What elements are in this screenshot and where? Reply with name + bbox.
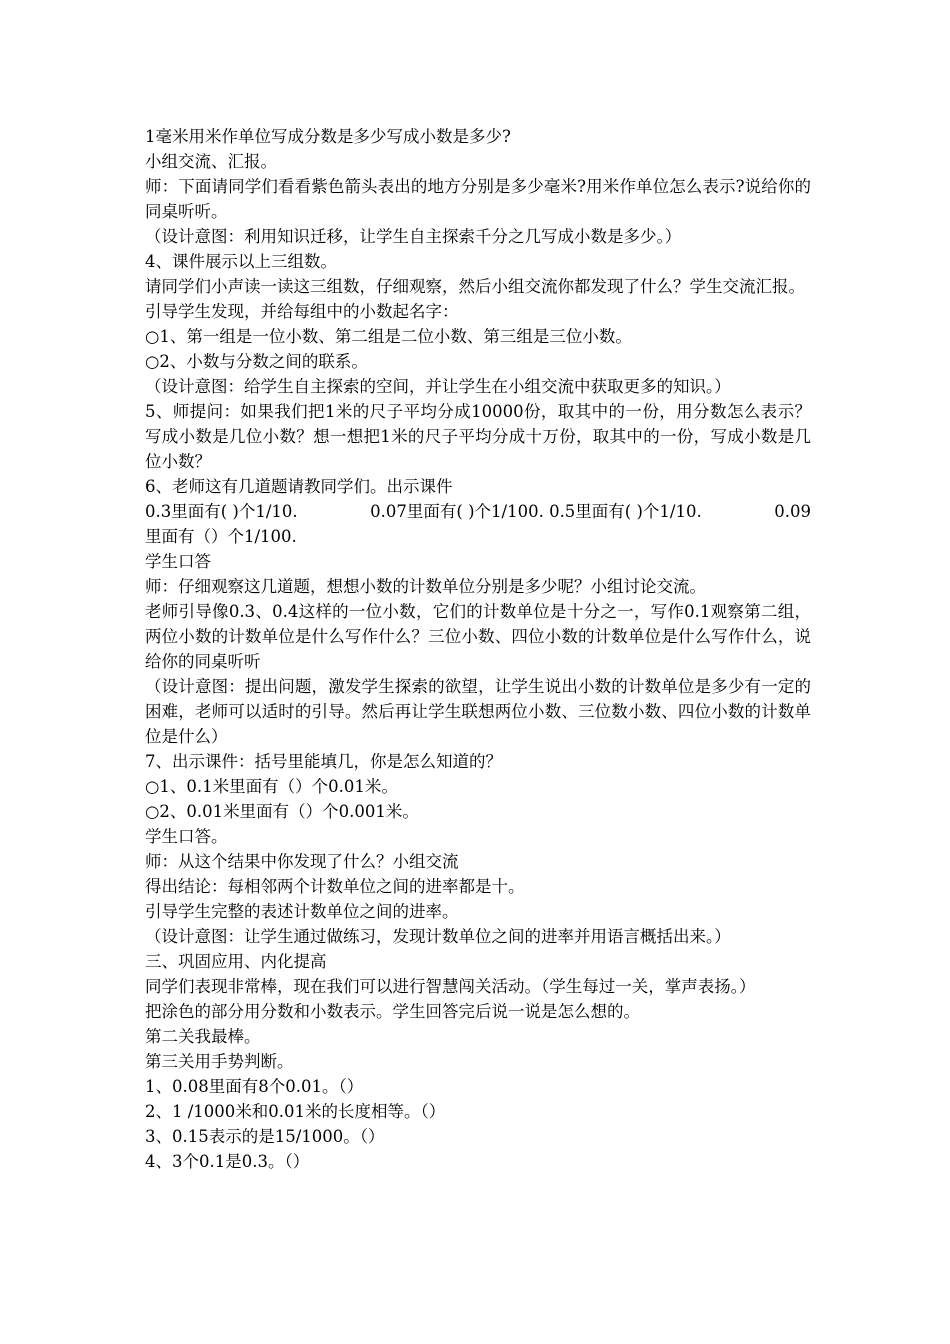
- paragraph-shaded-part: 把涂色的部分用分数和小数表示。学生回答完后说一说是怎么想的。: [145, 1002, 640, 1021]
- exercise-item-d: 里面有（）个1/100.: [145, 527, 297, 546]
- paragraph-student-answer: 学生口答: [145, 552, 211, 571]
- paragraph-teacher-purple-arrow: 师：下面请同学们看看紫色箭头表出的地方分别是多少毫米?用米作单位怎么表示?说给你的同桌听听。: [145, 177, 811, 221]
- paragraph-group-report: 小组交流、汇报。: [145, 152, 277, 171]
- paragraph-design-intent-3: （设计意图：提出问题，激发学生探索的欲望，让学生说出小数的计数单位是多少有一定的困难，老师可以适时的引导。然后再让学生联想两位小数、三位数小数、四位小数的计数单位是什么）: [145, 677, 811, 746]
- judge-item-3: 3、0.15表示的是15/1000。（）: [145, 1127, 385, 1146]
- judge-item-4: 4、3个0.1是0.3。（）: [145, 1152, 310, 1171]
- paragraph-design-intent-2: （设计意图：给学生自主探索的空间，并让学生在小组交流中获取更多的知识。）: [145, 377, 731, 396]
- paragraph-design-intent-1: （设计意图：利用知识迁移，让学生自主探索千分之几写成小数是多少。）: [145, 227, 682, 246]
- paragraph-step-5: 5、师提问：如果我们把1米的尺子平均分成10000份，取其中的一份，用分数怎么表示？写成小数是几位小数？想一想把1米的尺子平均分成十万份，取其中的一份，写成小数是几位小数？: [145, 402, 811, 471]
- paragraph-teacher-guide: 老师引导像0.3、0.4这样的一位小数，它们的计数单位是十分之一，写作0.1观察第二组，两位小数的计数单位是什么写作什么？三位小数、四位小数的计数单位是什么写作什么，说给你的同桌听听: [145, 602, 811, 671]
- paragraph-q2: ○2、0.01米里面有（）个0.001米。: [145, 802, 419, 821]
- paragraph-design-intent-4: （设计意图：让学生通过做练习，发现计数单位之间的进率并用语言概括出来。）: [145, 927, 731, 946]
- paragraph-student-answer-2: 学生口答。: [145, 827, 228, 846]
- exercise-item-a: 0.3里面有( )个1/10.: [145, 502, 298, 521]
- paragraph-q1: ○1、0.1米里面有（）个0.01米。: [145, 777, 398, 796]
- paragraph-teacher-observe: 师：仔细观察这几道题，想想小数的计数单位分别是多少呢？小组讨论交流。: [145, 577, 706, 596]
- paragraph-level-2: 第二关我最棒。: [145, 1027, 261, 1046]
- paragraph-step-7: 7、出示课件：括号里能填几，你是怎么知道的？: [145, 752, 502, 771]
- exercise-item-c: 0.09: [774, 502, 811, 521]
- paragraph-point-1: ○1、第一组是一位小数、第二组是二位小数、第三组是三位小数。: [145, 327, 632, 346]
- paragraph-point-2: ○2、小数与分数之间的联系。: [145, 352, 368, 371]
- exercise-item-b: 0.07里面有( )个1/100. 0.5里面有( )个1/10.: [370, 502, 702, 521]
- paragraph-step-6: 6、老师这有几道题请教同学们。出示课件: [145, 477, 453, 496]
- paragraph-level-3: 第三关用手势判断。: [145, 1052, 294, 1071]
- paragraph-step-4: 4、课件展示以上三组数。: [145, 252, 337, 271]
- judge-item-1: 1、0.08里面有8个0.01。（）: [145, 1077, 364, 1096]
- paragraph-guide-express: 引导学生完整的表述计数单位之间的进率。: [145, 902, 459, 921]
- judge-item-2: 2、1 /1000米和0.01米的长度相等。（）: [145, 1102, 446, 1121]
- document-body: [145, 124, 811, 1174]
- paragraph-conclusion: 得出结论：每相邻两个计数单位之间的进率都是十。: [145, 877, 525, 896]
- section-heading-3: 三、巩固应用、内化提高: [145, 952, 327, 971]
- paragraph-teacher-result: 师：从这个结果中你发现了什么？小组交流: [145, 852, 459, 871]
- exercise-row: [145, 499, 811, 524]
- paragraph-challenge-intro: 同学们表现非常棒，现在我们可以进行智慧闯关活动。（学生每过一关，掌声表扬。）: [145, 977, 756, 996]
- paragraph-read-three-groups: 请同学们小声读一读这三组数，仔细观察，然后小组交流你都发现了什么？学生交流汇报。: [145, 277, 805, 296]
- paragraph-guide-discover: 引导学生发现，并给每组中的小数起名字：: [145, 302, 459, 321]
- paragraph-question-1mm: 1毫米用米作单位写成分数是多少写成小数是多少?: [145, 127, 511, 146]
